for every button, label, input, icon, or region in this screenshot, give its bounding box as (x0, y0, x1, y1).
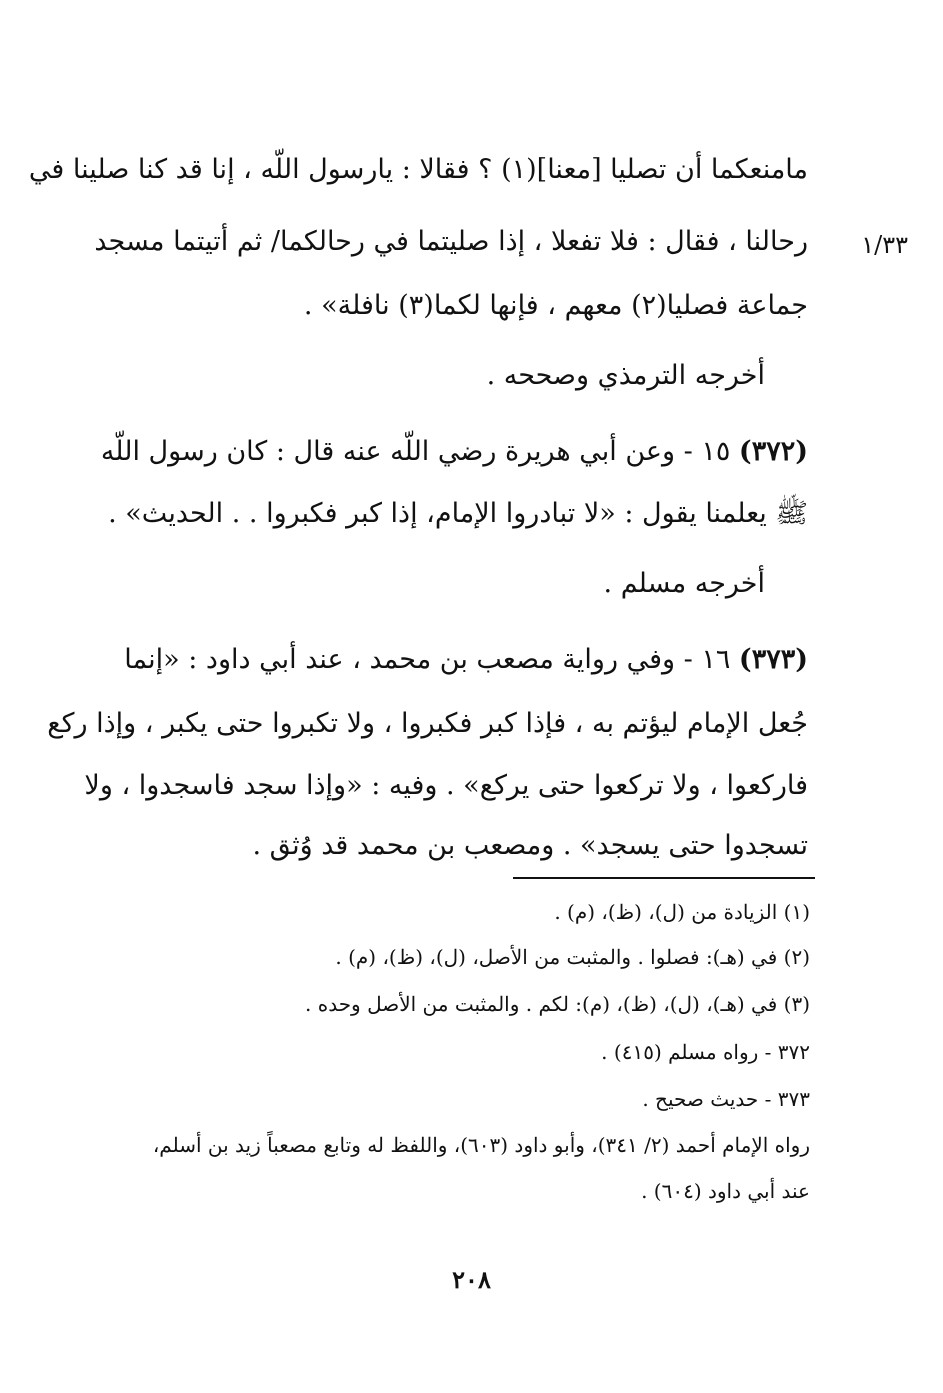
hadith-text: ١٥ - وعن أبي هريرة رضي اللّه عنه قال : كان رسول اللّه (100, 436, 731, 467)
text-line: مامنعكما أن تصليا [معنا](١) ؟ فقالا : يارسول اللّه ، إنا قد كنا صلينا في (28, 154, 808, 185)
text-line: تسجدوا حتى يسجد» . ومصعب بن محمد قد وُثق . (252, 830, 808, 861)
hadith-number: (٣٧٢) (738, 436, 808, 467)
page-number: ٢٠٨ (452, 1265, 491, 1294)
footnote: (٣) في (هـ)، (ل)، (ظ)، (م): لكم . والمثبت من الأصل وحده . (305, 992, 810, 1016)
text-line: فاركعوا ، ولا تركعوا حتى يركع» . وفيه : «وإذا سجد فاسجدوا ، ولا (84, 770, 808, 801)
hadith-372-line (100, 432, 808, 472)
takhrij-line: أخرجه مسلم . (603, 568, 765, 599)
hadith-373-line (124, 640, 808, 680)
footnote: عند أبي داود (٦٠٤) . (641, 1179, 810, 1203)
margin-folio-note: ١/٣٣ (861, 231, 908, 259)
hadith-number: (٣٧٣) (738, 644, 808, 675)
footnote: (١) الزيادة من (ل)، (ظ)، (م) . (554, 900, 810, 924)
footnote: ٣٧٢ - رواه مسلم (٤١٥) . (601, 1040, 810, 1064)
footnote: رواه الإمام أحمد (٢/ ٣٤١)، وأبو داود (٦٠٣)، واللفظ له وتابع مصعباً زيد بن أسلم، (152, 1133, 810, 1157)
footnote: ٣٧٣ - حديث صحيح . (642, 1087, 810, 1111)
takhrij-line: أخرجه الترمذي وصححه . (486, 360, 765, 391)
text-line: ﷺ يعلمنا يقول : «لا تبادروا الإمام، إذا كبر فكبروا . . الحديث» . (108, 498, 808, 529)
hadith-text: ١٦ - وفي رواية مصعب بن محمد ، عند أبي داود : «إنما (124, 644, 731, 675)
text-line: جماعة فصليا(٢) معهم ، فإنها لكما(٣) نافلة» . (303, 290, 808, 321)
text-line: جُعل الإمام ليؤتم به ، فإذا كبر فكبروا ، ولا تكبروا حتى يكبر ، وإذا ركع (47, 708, 808, 739)
text-line: رحالنا ، فقال : فلا تفعلا ، إذا صليتما في رحالكما/ ثم أتيتما مسجد (94, 226, 808, 257)
footnote: (٢) في (هـ): فصلوا . والمثبت من الأصل، (ل)، (ظ)، (م) . (335, 945, 810, 969)
footnote-divider (513, 877, 815, 879)
